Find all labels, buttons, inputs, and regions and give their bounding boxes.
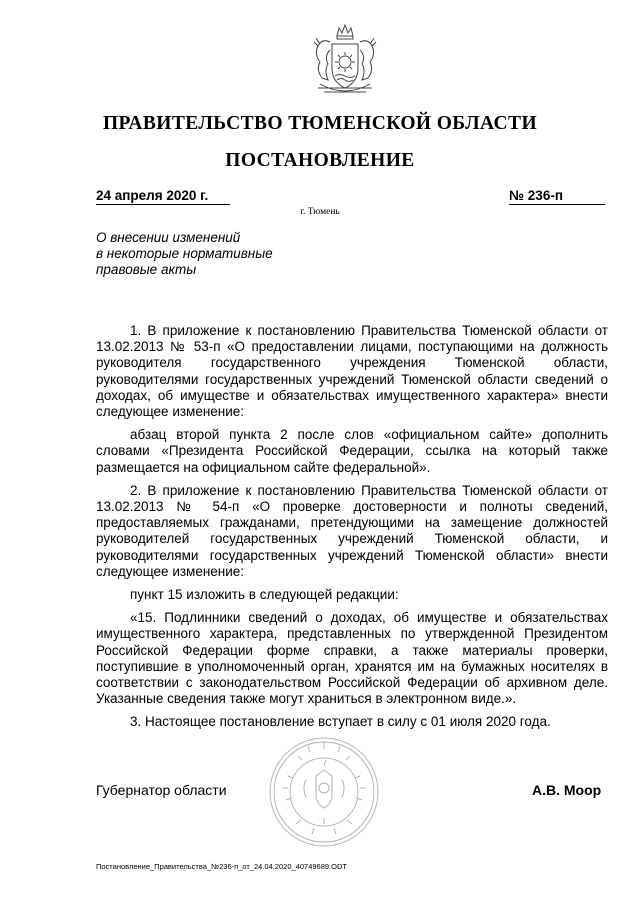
body-paragraph: 3. Настоящее постановление вступает в силу с 01 июля 2020 года. [130, 714, 551, 730]
subject-line: в некоторые нормативные [96, 246, 273, 261]
official-stamp-icon [268, 736, 380, 848]
body-paragraph: «15. Подлинники сведений о доходах, об имуществе и обязательствах имущественного характера, представленных по утвержденной Президентом Российской Федерации форме справки, а также материалы проверки, поступившие в уполномоченный орган, хранятся им на бумажных носителях в соответствии с законодательством Российской Федерации об архивном деле. Указанные сведения также могут храниться в электронном виде.». [96, 610, 608, 707]
signatory-title: Губернатор области [96, 782, 227, 798]
body-paragraph: 2. В приложение к постановлению Правительства Тюменской области от 13.02.2013 № 54-п «О проверке достоверности и полноты сведений, предоставляемых гражданами, претендующими на замещение должностей руководителей государственных учреждений Тюменской области, и руководителями государственных учреждений Тюменской области» внести следующее изменение: [96, 482, 608, 579]
body-paragraph: пункт 15 изложить в следующей редакции: [130, 587, 399, 603]
document-subject [96, 230, 336, 278]
signatory-name: А.В. Моор [532, 782, 602, 798]
document-city: г. Тюмень [300, 207, 340, 217]
government-title: ПРАВИТЕЛЬСТВО ТЮМЕНСКОЙ ОБЛАСТИ [102, 113, 538, 134]
document-number: № 236-п [509, 188, 605, 205]
coat-of-arms-icon [304, 22, 386, 102]
footer-filename: Постановление_Правительства_№236-п_от_24.04.2020_40749689.ODT [96, 862, 347, 871]
subject-line: правовые акты [96, 262, 197, 277]
subject-line: О внесении изменений [96, 230, 241, 245]
body-paragraph: 1. В приложение к постановлению Правительства Тюменской области от 13.02.2013 № 53-п «О предоставлении лицами, поступающими на должность руководителя государственного учреждения Тюменской области, руководителями государственных учреждений Тюменской области сведений о доходах, об имуществе и обязательствах имущественного характера» внести следующее изменение: [96, 323, 608, 420]
document-type-title: ПОСТАНОВЛЕНИЕ [225, 150, 415, 171]
body-paragraph: абзац второй пункта 2 после слов «официальном сайте» дополнить словами «Президента Российской Федерации, ссылка на который также размещается на официальном сайте федеральной». [96, 427, 608, 475]
document-date: 24 апреля 2020 г. [96, 188, 230, 205]
document-body [96, 323, 608, 738]
